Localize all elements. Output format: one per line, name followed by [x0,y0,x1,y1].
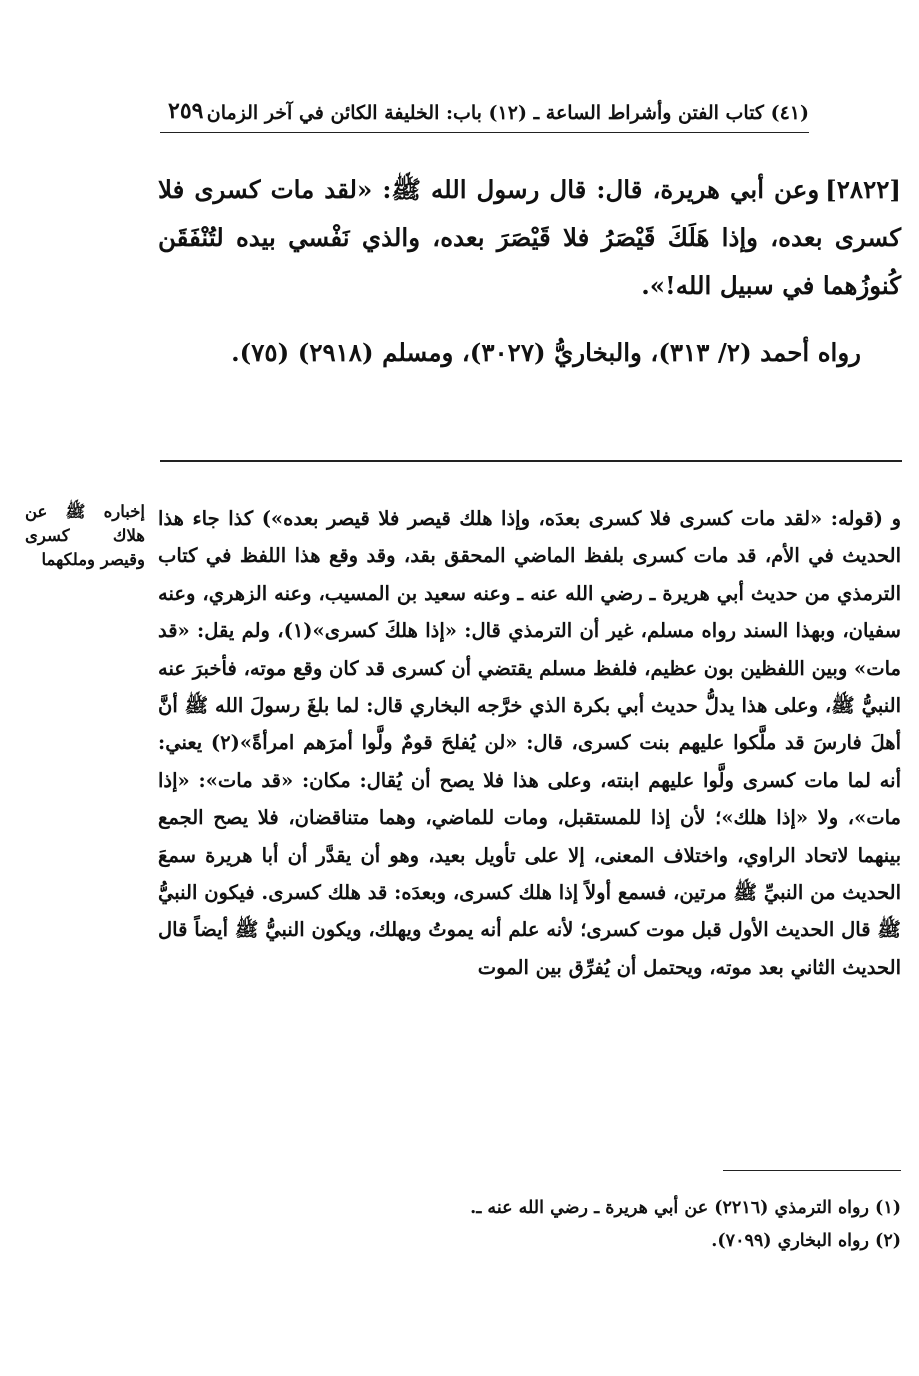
hadith-number: [٢٨٢٢] [825,175,901,204]
commentary [158,500,901,986]
source-text: رواه أحمد (٢/ ٣١٣)، والبخاريُّ (٣٠٢٧)، ومسلم (٢٩١٨) (٧٥). [231,338,861,367]
section-divider [160,460,902,462]
footnotes [158,1192,901,1258]
margin-note [25,500,145,572]
hadith-source [158,328,901,378]
hadith-text: وعن أبي هريرة، قال: قال رسول الله ﷺ: «لقد مات كسرى فلا كسرى بعده، وإذا هَلَكَ قَيْصَرُ فلا قَيْصَرَ بعده، والذي نَفْسي بيده لتُنْفَقَن كُنوزُهما في سبيل الله!». [158,175,901,300]
hadith-block [158,166,901,310]
footnote-divider [723,1170,901,1171]
commentary-text: و (قوله: «لقد مات كسرى فلا كسرى بعدَه، وإذا هلك قيصر فلا قيصر بعده») كذا جاء هذا الحديث في الأم، قد مات كسرى بلفظ الماضي المحقق بقد، وقد وقع هذا اللفظ في كتاب الترمذي من حديث أبي هريرة ـ رضي الله عنه ـ وعنه سعيد بن المسيب، وعنه الزهري، وعنه سفيان، وبهذا السند رواه مسلم، غير أن الترمذي قال: «إذا هلكَ كسرى»(١)، ولم يقل: «قد مات» وبين اللفظين بون عظيم، فلفظ مسلم يقتضي أن كسرى قد كان وقع موته، فأخبرَ عنه النبيُّ ﷺ، وعلى هذا يدلُّ حديث أبي بكرة الذي خرَّجه البخاري قال: لما بلغَ رسولَ الله ﷺ أنَّ أهلَ فارسَ قد ملَّكوا عليهم بنت كسرى، قال: «لن يُفلحَ قومٌ ولَّوا أمرَهم امرأةً»(٢) يعني: أنه لما مات كسرى ولَّوا عليهم ابنته، وعلى هذا فلا يصح أن يُقال: مكان: «قد مات»: «إذا مات»، ولا «إذا هلك»؛ لأن إذا للمستقبل، ومات للماضي، وهما متناقضان، فلا يصح الجمع بينهما لاتحاد الراوي، واختلاف المعنى، إلا على تأويل بعيد، وهو أن يقدَّر أن أبا هريرة سمعَ الحديث من النبيِّ ﷺ مرتين، فسمع أولاً إذا هلك كسرى، وبعدَه: قد هلك كسرى. فيكون النبيُّ ﷺ قال الحديث الأول قبل موت كسرى؛ لأنه علم أنه يموتُ ويهلك، ويكون النبيُّ ﷺ أيضاً قال الحديث الثاني بعد موته، ويحتمل أن يُفرِّق بين الموت [158,507,901,979]
footnote-1: (١) رواه الترمذي (٢٢١٦) عن أبي هريرة ـ رضي الله عنه ـ. [470,1198,901,1218]
margin-note-text: إخباره ﷺ عن هلاك كسرى وقيصر وملكهما [25,502,145,569]
footnote-2: (٢) رواه البخاري (٧٠٩٩). [711,1231,901,1251]
page-number: ٢٥٩ [168,98,204,124]
hadith-paragraph [158,166,901,310]
running-header [160,100,809,133]
header-title: (٤١) كتاب الفتن وأشراط الساعة ـ (١٢) باب: الخليفة الكائن في آخر الزمان [206,102,809,124]
